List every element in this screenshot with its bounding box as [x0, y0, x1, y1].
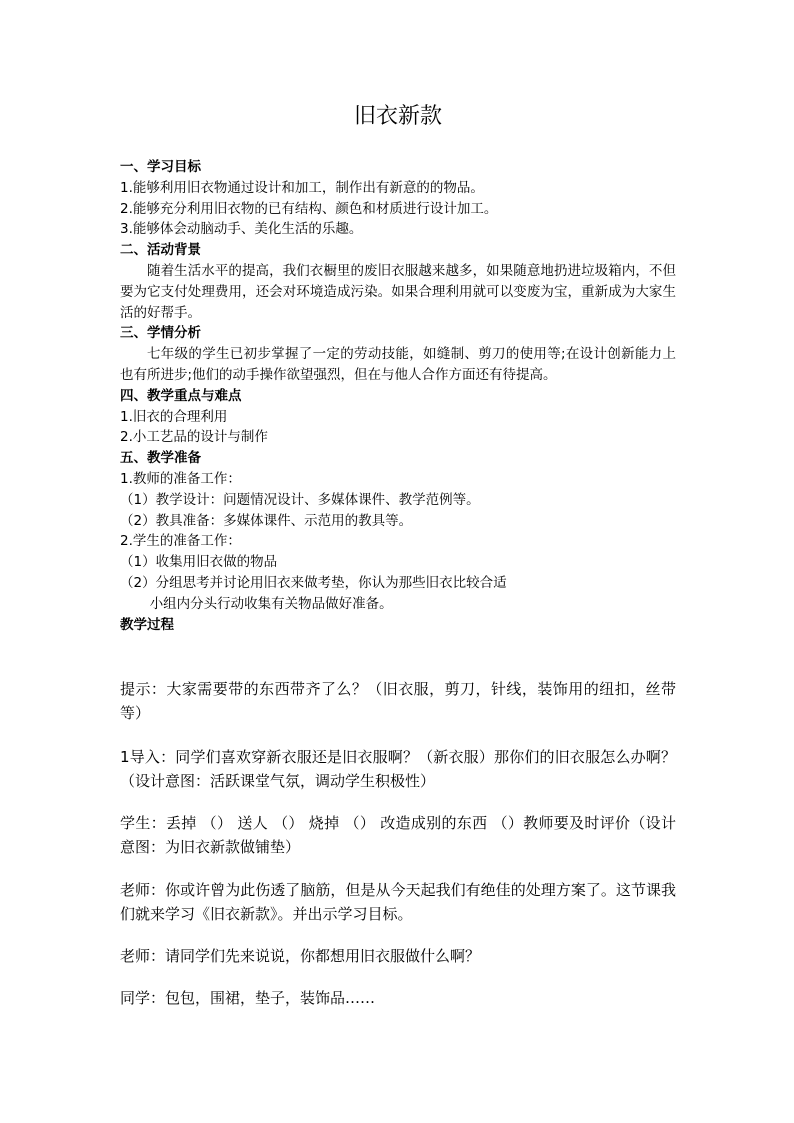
goal-item: 2.能够充分利用旧衣物的已有结构、颜色和材质进行设计加工。	[120, 200, 498, 217]
process-paragraph: 提示：大家需要带的东西带齐了么？（旧衣服，剪刀，针线，装饰用的纽扣，丝带等）	[120, 680, 676, 722]
section-heading-preparation: 五、教学准备	[120, 450, 201, 467]
process-paragraph: 老师：你或许曾为此伤透了脑筋，但是从今天起我们有绝佳的处理方案了。这节课我们就来学习《旧衣新款》。并出示学习目标。	[120, 881, 676, 923]
goal-item: 1.能够利用旧衣物通过设计和加工，制作出有新意的的物品。	[120, 179, 484, 196]
analysis-paragraph: 七年级的学生已初步掌握了一定的劳动技能，如缝制、剪刀的使用等;在设计创新能力上也有所进步;他们的动手操作欲望强烈，但在与他人合作方面还有待提高。	[120, 346, 676, 383]
preparation-item: 小组内分头行动收集有关物品做好准备。	[149, 595, 393, 612]
section-heading-process: 教学过程	[120, 616, 174, 633]
process-paragraph: 1导入：同学们喜欢穿新衣服还是旧衣服啊？（新衣服）那你们的旧衣服怎么办啊？（设计意图：活跃课堂气氛，调动学生积极性）	[120, 748, 676, 790]
key-point-item: 1.旧衣的合理利用	[120, 408, 228, 425]
document-title: 旧衣新款	[353, 104, 442, 129]
section-heading-goals: 一、学习目标	[120, 159, 201, 175]
section-heading-analysis: 三、学情分析	[120, 325, 201, 342]
section-heading-key-points: 四、教学重点与难点	[120, 387, 242, 404]
preparation-item: （1）教学设计：问题情况设计、多媒体课件、教学范例等。	[120, 491, 480, 508]
preparation-item: 1.教师的准备工作：	[120, 470, 241, 487]
background-paragraph: 随着生活水平的提高，我们衣橱里的废旧衣服越来越多，如果随意地扔进垃圾箱内，不但要为它支付处理费用，还会对环境造成污染。如果合理利用就可以变废为宝，重新成为大家生活的好帮手。	[120, 262, 676, 321]
process-paragraph: 同学：包包，围裙，垫子，装饰品……	[120, 989, 376, 1007]
goal-item: 3.能够体会动脑动手、美化生活的乐趣。	[120, 221, 363, 238]
plan-sections	[120, 157, 676, 635]
preparation-item: （1）收集用旧衣做的物品	[120, 554, 278, 571]
section-heading-background: 二、活动背景	[120, 242, 201, 259]
preparation-item: （2）教具准备：多媒体课件、示范用的教具等。	[120, 512, 413, 529]
process-paragraph: 学生：丢掉 （） 送人 （） 烧掉 （） 改造成别的东西 （）教师要及时评价（设计意图：为旧衣新款做铺垫）	[120, 814, 676, 856]
process-paragraph: 老师：请同学们先来说说，你都想用旧衣服做什么啊？	[120, 947, 481, 965]
key-point-item: 2.小工艺品的设计与制作	[120, 429, 268, 446]
preparation-item: （2）分组思考并讨论用旧衣来做考垫，你认为那些旧衣比较合适	[120, 574, 507, 591]
preparation-item: 2.学生的准备工作：	[120, 533, 241, 550]
